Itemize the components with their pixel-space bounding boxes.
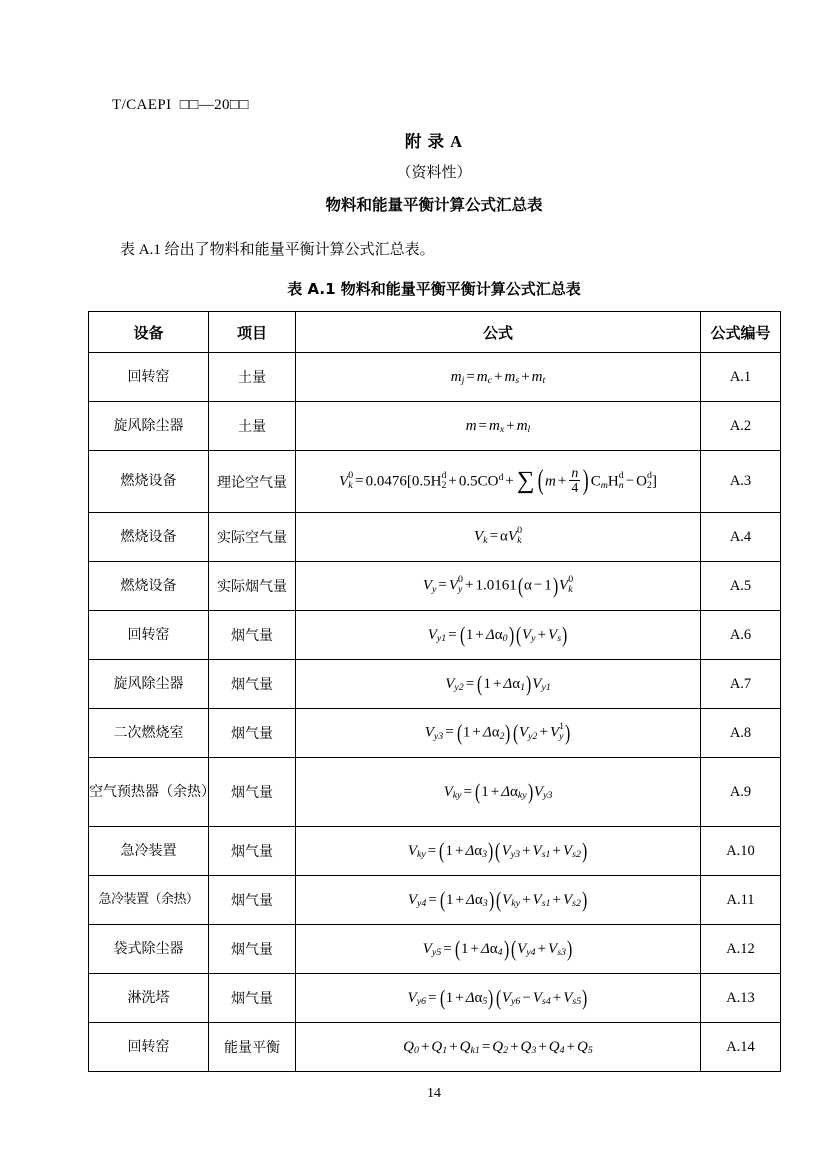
cell-number: A.13 <box>701 974 781 1023</box>
cell-formula: Vy5 = (1 + Δα4)(Vy4 + Vs3) <box>296 925 701 974</box>
intro-paragraph: 表 A.1 给出了物料和能量平衡计算公式汇总表。 <box>120 242 435 258</box>
table-row <box>89 660 781 709</box>
cell-number: A.9 <box>701 758 781 827</box>
cell-device: 急冷装置 <box>89 827 209 876</box>
cell-formula: Vy6 = (1 + Δα5)(Vy6 − Vs4 + Vs5) <box>296 974 701 1023</box>
table-row <box>89 758 781 827</box>
cell-formula: m = mx + ml <box>296 402 701 451</box>
table-row <box>89 611 781 660</box>
cell-formula: Vy2 = (1 + Δα1)Vy1 <box>296 660 701 709</box>
cell-device: 回转窑 <box>89 611 209 660</box>
cell-formula: Vk = αV 0 k <box>296 513 701 562</box>
table-row <box>89 827 781 876</box>
cell-number: A.12 <box>701 925 781 974</box>
cell-item: 烟气量 <box>209 758 296 827</box>
table-caption: 表 A.1 物料和能量平衡平衡计算公式汇总表 <box>287 280 581 298</box>
cell-device: 空气预热器（余热） <box>89 758 209 827</box>
cell-device: 二次燃烧室 <box>89 709 209 758</box>
cell-item: 烟气量 <box>209 876 296 925</box>
cell-device: 燃烧设备 <box>89 562 209 611</box>
cell-item: 烟气量 <box>209 974 296 1023</box>
cell-number: A.2 <box>701 402 781 451</box>
annex-name: 物料和能量平衡计算公式汇总表 <box>325 196 543 214</box>
table-row <box>89 709 781 758</box>
cell-item: 烟气量 <box>209 660 296 709</box>
table-row <box>89 1023 781 1072</box>
cell-formula: Vy1 = (1 + Δα0)(Vy + Vs) <box>296 611 701 660</box>
table-row <box>89 974 781 1023</box>
cell-item: 烟气量 <box>209 611 296 660</box>
cell-number: A.5 <box>701 562 781 611</box>
formula-summary-table <box>88 311 781 1072</box>
cell-number: A.8 <box>701 709 781 758</box>
document-code: T/CAEPI □□—20□□ <box>112 97 249 113</box>
table-row <box>89 353 781 402</box>
cell-device: 旋风除尘器 <box>89 660 209 709</box>
cell-number: A.1 <box>701 353 781 402</box>
cell-item: 土量 <box>209 353 296 402</box>
table-row <box>89 402 781 451</box>
cell-formula: Vky = (1 + Δαky)Vy3 <box>296 758 701 827</box>
cell-number: A.11 <box>701 876 781 925</box>
cell-device: 袋式除尘器 <box>89 925 209 974</box>
cell-number: A.6 <box>701 611 781 660</box>
table-row <box>89 562 781 611</box>
column-header-item: 项目 <box>209 312 296 353</box>
table-row <box>89 925 781 974</box>
cell-formula: Q0 + Q1 + Qk1 = Q2 + Q3 + Q4 + Q5 <box>296 1023 701 1072</box>
cell-item: 能量平衡 <box>209 1023 296 1072</box>
cell-item: 土量 <box>209 402 296 451</box>
cell-item: 实际烟气量 <box>209 562 296 611</box>
cell-number: A.4 <box>701 513 781 562</box>
annex-kind: （资料性） <box>396 163 472 181</box>
table-row <box>89 451 781 513</box>
table-row <box>89 876 781 925</box>
cell-device: 回转窑 <box>89 353 209 402</box>
cell-device: 急冷装置（余热） <box>89 876 209 925</box>
cell-device: 回转窑 <box>89 1023 209 1072</box>
column-header-number: 公式编号 <box>701 312 781 353</box>
cell-item: 烟气量 <box>209 827 296 876</box>
cell-formula: Vy4 = (1 + Δα3)(Vky + Vs1 + Vs2) <box>296 876 701 925</box>
cell-item: 烟气量 <box>209 709 296 758</box>
cell-formula: V 0 k = 0.0476[0.5H d 2 + $0.5CO^d$ + ∑( m + $\frac{n}{4}$ ) CmH d n − O d 2 ] <box>296 451 701 513</box>
annex-title: 附 录 A <box>404 132 464 151</box>
column-header-formula: 公式 <box>296 312 701 353</box>
cell-number: A.7 <box>701 660 781 709</box>
cell-formula: Vy3 = (1 + Δα2)(Vy2 + V 1 y ) <box>296 709 701 758</box>
column-header-device: 设备 <box>89 312 209 353</box>
cell-device: 旋风除尘器 <box>89 402 209 451</box>
cell-device: 燃烧设备 <box>89 451 209 513</box>
cell-item: 烟气量 <box>209 925 296 974</box>
cell-number: A.14 <box>701 1023 781 1072</box>
table-row <box>89 513 781 562</box>
table-header-row <box>89 312 781 353</box>
cell-item: 实际空气量 <box>209 513 296 562</box>
page-number: 14 <box>427 1086 441 1101</box>
cell-formula: Vky = (1 + Δα3)(Vy3 + Vs1 + Vs2) <box>296 827 701 876</box>
cell-formula: Vy = V 0 y + 1.0161(α − 1)V 0 k <box>296 562 701 611</box>
cell-formula: mj = mc + ms + mt <box>296 353 701 402</box>
cell-number: A.10 <box>701 827 781 876</box>
cell-device: 淋洗塔 <box>89 974 209 1023</box>
cell-item: 理论空气量 <box>209 451 296 513</box>
cell-device: 燃烧设备 <box>89 513 209 562</box>
cell-number: A.3 <box>701 451 781 513</box>
